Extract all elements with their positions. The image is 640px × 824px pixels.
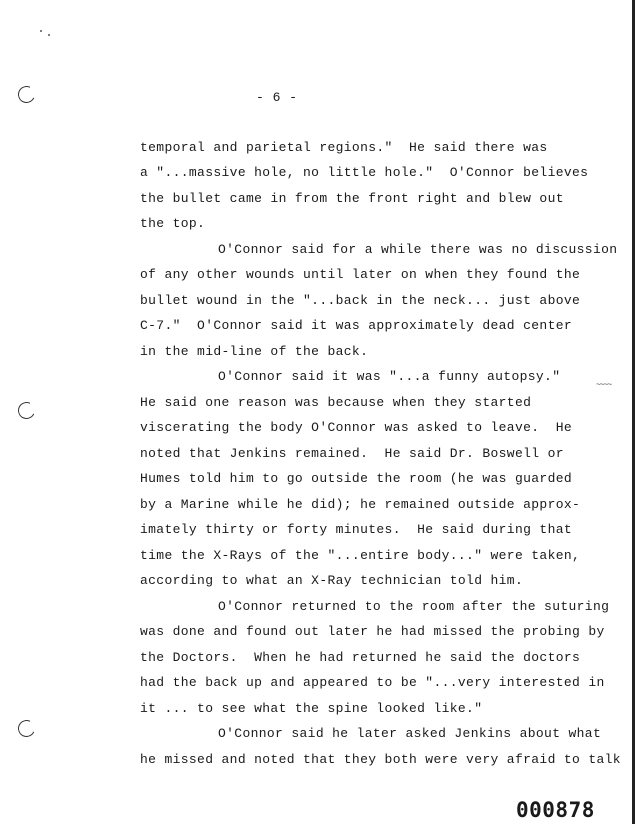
text-line: O'Connor said he later asked Jenkins about what: [218, 726, 602, 741]
text-line: O'Connor said it was "...a funny autopsy.": [218, 369, 561, 384]
text-line: in the mid-line of the back.: [140, 344, 369, 359]
text-line: had the back up and appeared to be "...very interested in: [140, 675, 605, 690]
binder-hole-icon: [16, 400, 38, 422]
text-line: the top.: [140, 216, 206, 231]
bates-number: 000878: [516, 798, 595, 822]
text-line: was done and found out later he had missed the probing by: [140, 624, 605, 639]
text-line: O'Connor said for a while there was no discussion: [218, 242, 618, 257]
binder-hole-icon: [16, 84, 38, 106]
text-line: He said one reason was because when they started: [140, 395, 532, 410]
text-line: a "...massive hole, no little hole." O'Connor believes: [140, 165, 589, 180]
text-line: he missed and noted that they both were very afraid to talk: [140, 752, 621, 767]
page-number: - 6 -: [256, 90, 298, 105]
text-line: time the X-Rays of the "...entire body..." were taken,: [140, 548, 581, 563]
text-line: Humes told him to go outside the room (he was guarded: [140, 471, 573, 486]
text-line: the bullet came in from the front right and blew out: [140, 191, 564, 206]
text-line: the Doctors. When he had returned he said the doctors: [140, 650, 581, 665]
text-line: C-7." O'Connor said it was approximately dead center: [140, 318, 573, 333]
text-line: O'Connor returned to the room after the suturing: [218, 599, 610, 614]
scan-speck: [48, 34, 50, 36]
text-line: bullet wound in the "...back in the neck... just above: [140, 293, 581, 308]
text-line: by a Marine while he did); he remained outside approx-: [140, 497, 581, 512]
text-line: according to what an X-Ray technician told him.: [140, 573, 524, 588]
text-line: noted that Jenkins remained. He said Dr. Boswell or: [140, 446, 564, 461]
text-line: viscerating the body O'Connor was asked to leave. He: [140, 420, 573, 435]
margin-scribble: ~~~~: [596, 381, 612, 390]
text-line: it ... to see what the spine looked like.": [140, 701, 483, 716]
scan-speck: [40, 30, 42, 32]
binder-hole-icon: [16, 718, 38, 740]
text-line: temporal and parietal regions." He said there was: [140, 140, 548, 155]
text-line: of any other wounds until later on when they found the: [140, 267, 581, 282]
text-line: imately thirty or forty minutes. He said during that: [140, 522, 573, 537]
page-edge-shadow: [632, 0, 635, 824]
